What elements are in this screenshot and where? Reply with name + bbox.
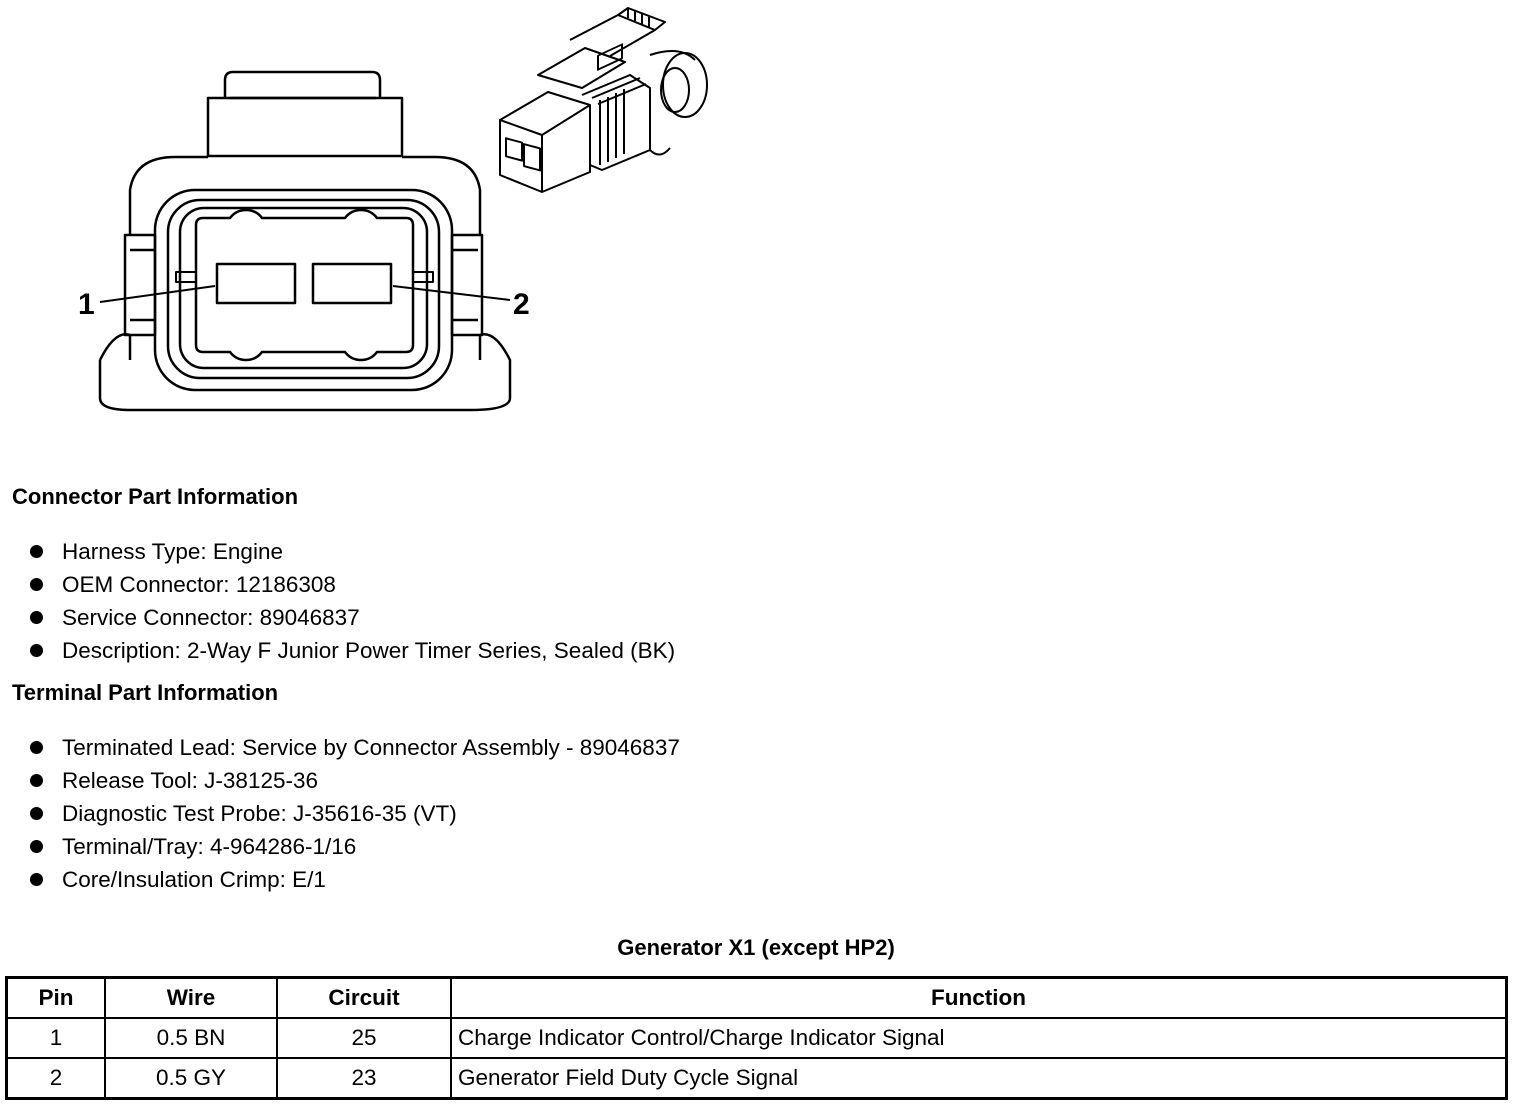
connector-part-info-heading: Connector Part Information xyxy=(12,484,299,509)
list-item xyxy=(30,634,675,667)
list-item xyxy=(30,568,675,601)
cell-circuit: 25 xyxy=(277,1018,451,1058)
list-item xyxy=(30,764,680,797)
bullet-icon xyxy=(30,611,43,624)
bullet-icon xyxy=(30,807,43,820)
column-header-pin: Pin xyxy=(7,978,106,1019)
pin-2-label: 2 xyxy=(513,288,530,321)
column-header-function: Function xyxy=(451,978,1507,1019)
list-item xyxy=(30,601,675,634)
cell-pin: 1 xyxy=(7,1018,106,1058)
list-item xyxy=(30,863,680,896)
cell-function: Generator Field Duty Cycle Signal xyxy=(451,1058,1507,1099)
list-item-text: Harness Type: Engine xyxy=(62,539,283,564)
cell-pin: 2 xyxy=(7,1058,106,1099)
list-item-text: Terminated Lead: Service by Connector Assembly - 89046837 xyxy=(62,735,680,760)
list-item-text: Core/Insulation Crimp: E/1 xyxy=(62,867,326,892)
list-item xyxy=(30,535,675,568)
column-header-circuit: Circuit xyxy=(277,978,451,1019)
bullet-icon xyxy=(30,741,43,754)
list-item-text: Service Connector: 89046837 xyxy=(62,605,360,630)
bullet-icon xyxy=(30,644,43,657)
cell-wire: 0.5 GY xyxy=(105,1058,277,1099)
terminal-part-info-list xyxy=(30,731,680,896)
pin-table-caption: Generator X1 (except HP2) xyxy=(617,935,895,960)
table-header-row xyxy=(7,978,1507,1019)
column-header-wire: Wire xyxy=(105,978,277,1019)
bullet-icon xyxy=(30,545,43,558)
cell-circuit: 23 xyxy=(277,1058,451,1099)
bullet-icon xyxy=(30,774,43,787)
pin-table xyxy=(5,976,1508,1100)
cell-wire: 0.5 BN xyxy=(105,1018,277,1058)
bullet-icon xyxy=(30,840,43,853)
bullet-icon xyxy=(30,873,43,886)
list-item-text: Description: 2-Way F Junior Power Timer Series, Sealed (BK) xyxy=(62,638,676,663)
bullet-icon xyxy=(30,578,43,591)
list-item xyxy=(30,797,680,830)
list-item-text: Terminal/Tray: 4-964286-1/16 xyxy=(62,834,357,859)
list-item-text: Release Tool: J-38125-36 xyxy=(62,768,319,793)
pin-1-label: 1 xyxy=(78,288,95,321)
list-item xyxy=(30,830,680,863)
list-item-text: Diagnostic Test Probe: J-35616-35 (VT) xyxy=(62,801,457,826)
connector-isometric-drawing xyxy=(490,0,730,200)
cell-function: Charge Indicator Control/Charge Indicator Signal xyxy=(451,1018,1507,1058)
connector-face-diagram xyxy=(0,0,560,430)
table-row xyxy=(7,1018,1507,1058)
list-item xyxy=(30,731,680,764)
connector-part-info-list xyxy=(30,535,675,667)
table-row xyxy=(7,1058,1507,1099)
list-item-text: OEM Connector: 12186308 xyxy=(62,572,336,597)
terminal-part-info-heading: Terminal Part Information xyxy=(12,680,279,705)
